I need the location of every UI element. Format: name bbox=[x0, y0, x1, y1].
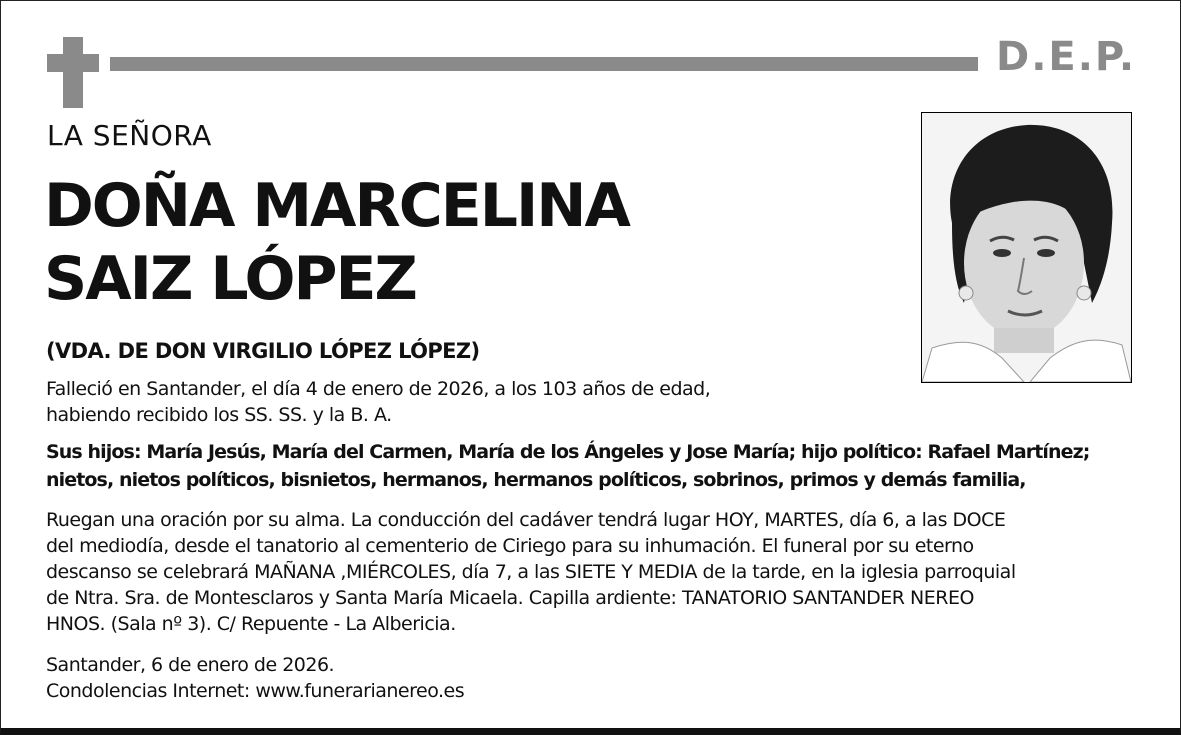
arrangements-line: descanso se celebrará MAÑANA ,MIÉRCOLES, día 7, a las SIETE Y MEDIA de la tarde, en la iglesia parroquial bbox=[46, 561, 1016, 583]
arrangements bbox=[46, 507, 1016, 637]
honorific: LA SEÑORA bbox=[47, 119, 212, 152]
arrangements-line: HNOS. (Sala nº 3). C/ Repuente - La Albericia. bbox=[46, 613, 456, 635]
arrangements-line: de Ntra. Sra. de Montesclaros y Santa María Micaela. Capilla ardiente: TANATORIO SANTANDER NEREO bbox=[46, 587, 974, 609]
dep-label: D.E.P. bbox=[996, 34, 1137, 80]
death-notice-line: Falleció en Santander, el día 4 de enero de 2026, a los 103 años de edad, bbox=[46, 378, 711, 400]
condolences-link: Condolencias Internet: www.funerarianereo.es bbox=[46, 680, 465, 702]
portrait-illustration bbox=[922, 113, 1131, 382]
family-list bbox=[46, 438, 1089, 494]
family-line: Sus hijos: María Jesús, María del Carmen, María de los Ángeles y Jose María; hijo político: Rafael Martínez; bbox=[46, 441, 1090, 463]
widow-line: (VDA. DE DON VIRGILIO LÓPEZ LÓPEZ) bbox=[46, 339, 480, 363]
name-line-1: DOÑA MARCELINA bbox=[44, 171, 629, 241]
name-line-2: SAIZ LÓPEZ bbox=[44, 244, 416, 314]
death-notice-line: habiendo recibido los SS. SS. y la B. A. bbox=[46, 404, 392, 426]
closing bbox=[46, 652, 464, 704]
family-line: nietos, nietos políticos, bisnietos, hermanos, hermanos políticos, sobrinos, primos y demás familia, bbox=[46, 469, 1026, 491]
arrangements-line: Ruegan una oración por su alma. La conducción del cadáver tendrá lugar HOY, MARTES, día 6, a las DOCE bbox=[46, 509, 1006, 531]
arrangements-line: del mediodía, desde el tanatorio al cementerio de Ciriego para su inhumación. El funeral por su eterno bbox=[46, 535, 974, 557]
cross-icon-bar bbox=[47, 54, 99, 72]
place-date: Santander, 6 de enero de 2026. bbox=[46, 654, 335, 676]
deceased-name bbox=[44, 170, 629, 316]
header-rule bbox=[110, 57, 978, 71]
portrait-photo bbox=[921, 112, 1132, 383]
death-notice bbox=[46, 376, 710, 428]
cross-icon bbox=[63, 37, 83, 108]
